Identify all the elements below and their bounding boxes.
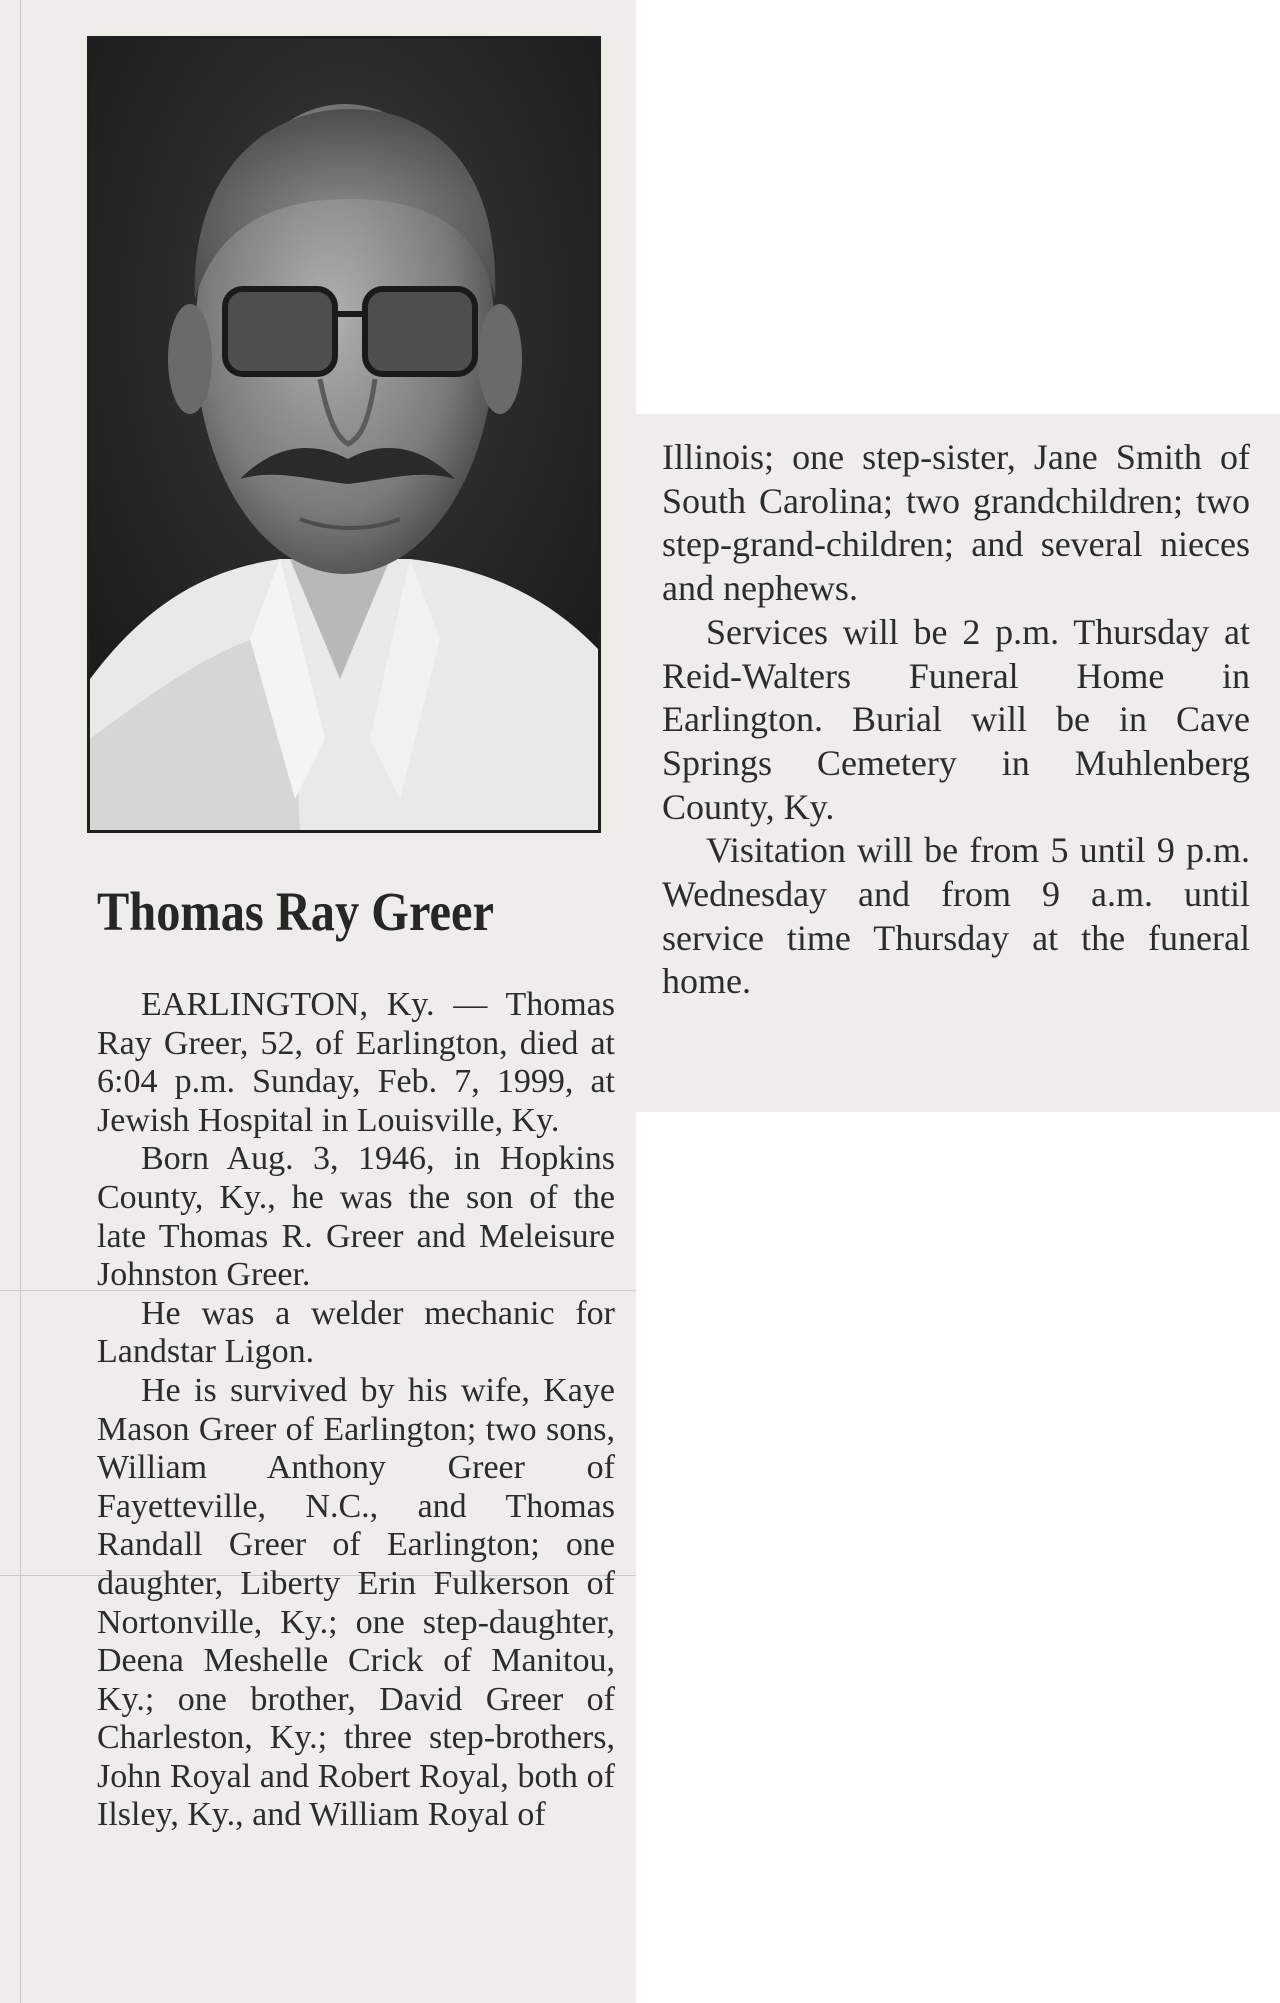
obituary-paragraph: He is survived by his wife, Kaye Mason Greer of Earlington; two sons, William Anthony Greer of Fayetteville, N.C., and Thomas Randall Greer of Earlington; one daughter, Liberty Erin Fulkerson of Nortonville, Ky.; one step-daughter, Deena Meshelle Crick of Manitou, Ky.; one brother, David Greer of Charleston, Ky.; three step-brothers, John Royal and Robert Royal, both of Ilsley, Ky., and William Royal of <box>97 1371 615 1834</box>
obituary-paragraph: Born Aug. 3, 1946, in Hopkins County, Ky., he was the son of the late Thomas R. Greer and Meleisure Johnston Greer. <box>97 1140 615 1294</box>
obituary-body-right <box>662 436 1250 1004</box>
obituary-headline: Thomas Ray Greer <box>97 881 495 942</box>
obituary-body-left <box>97 986 615 1835</box>
obituary-paragraph: EARLINGTON, Ky. — Thomas Ray Greer, 52, of Earlington, died at 6:04 p.m. Sunday, Feb. 7, 1999, at Jewish Hospital in Louisville, Ky. <box>97 986 615 1139</box>
obituary-paragraph: Visitation will be from 5 until 9 p.m. Wednesday and from 9 a.m. until service time Thursday at the funeral home. <box>662 830 1250 1002</box>
obituary-paragraph: Services will be 2 p.m. Thursday at Reid-Walters Funeral Home in Earlington. Burial will be in Cave Springs Cemetery in Muhlenberg County, Ky. <box>662 611 1250 827</box>
obituary-paragraph: He was a welder mechanic for Landstar Ligon. <box>97 1294 615 1371</box>
obituary-paragraph: Illinois; one step-sister, Jane Smith of South Carolina; two grandchildren; two step-grand-children; and several nieces and nephews. <box>662 437 1250 609</box>
portrait-image <box>90 39 598 830</box>
portrait-photo <box>87 36 601 833</box>
fold-line <box>20 0 21 2003</box>
